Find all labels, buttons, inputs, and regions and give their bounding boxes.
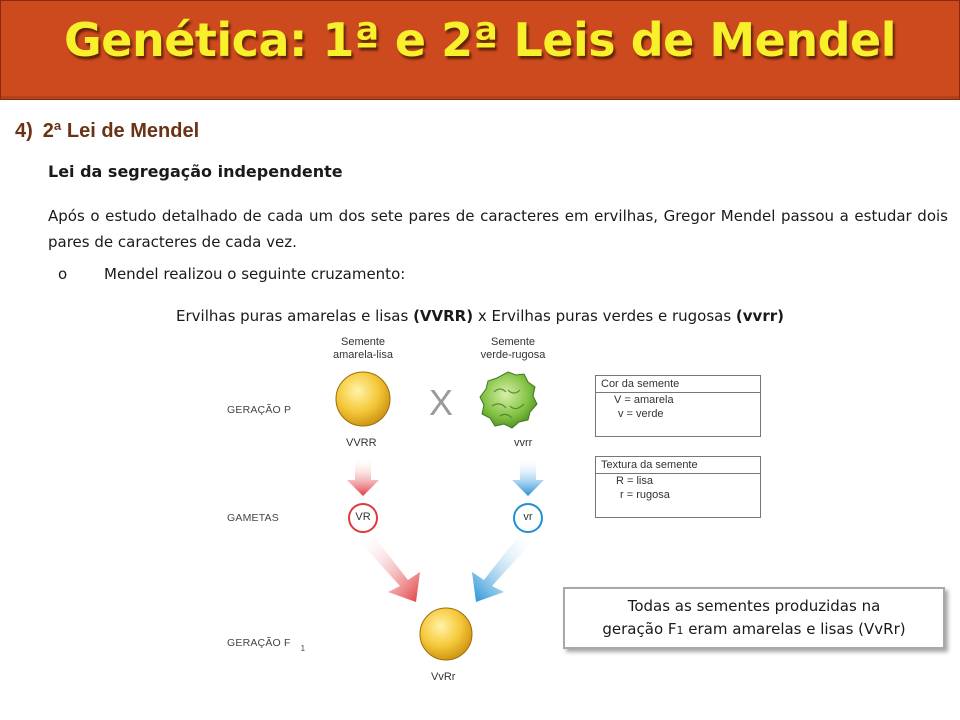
caption-yellow-line1: Semente (340, 336, 386, 348)
label-generation-f1 (227, 637, 306, 653)
title-banner (0, 0, 960, 100)
label-generation-f-sub: 1 (300, 644, 306, 653)
callout-line2-pre: geração F (602, 620, 677, 638)
red-diagonal-arrow-icon (360, 534, 420, 602)
gamete-label-dominant: VR (355, 511, 371, 523)
gamete-label-recessive: vr (523, 511, 533, 523)
callout-line2-post: eram amarelas e lisas (VvRr) (683, 620, 906, 638)
legend-color-header: Cor da semente (596, 376, 760, 393)
red-arrow-down-icon (347, 457, 379, 496)
legend-color-row1: V = amarela (614, 394, 674, 406)
subtitle: Lei da segregação independente (48, 162, 343, 181)
section-number: 4) (15, 120, 33, 142)
legend-texture-row2: r = rugosa (620, 489, 670, 501)
blue-diagonal-arrow-icon (472, 534, 532, 602)
legend-seed-color (595, 375, 761, 437)
cross-genotype-1: (VVRR) (413, 307, 474, 325)
callout-line2-sub: 1 (676, 624, 684, 637)
f1-result-callout (563, 587, 945, 649)
label-generation-p: GERAÇÃO P (227, 404, 292, 416)
cross-text-2: x Ervilhas puras verdes e rugosas (473, 307, 736, 325)
label-generation-f: GERAÇÃO F (227, 637, 291, 649)
intro-paragraph: Após o estudo detalhado de cada um dos sete pares de caracteres em ervilhas, Gregor Mendel passou a estudar dois pares de caracteres de cada vez. (48, 207, 948, 251)
callout-line1: Todas as sementes produzidas na (627, 597, 881, 615)
green-wrinkled-seed (480, 372, 537, 428)
section-heading (15, 120, 199, 143)
caption-yellow-line2: amarela-lisa (333, 349, 393, 361)
bullet-marker: o (58, 265, 68, 283)
bullet-text: Mendel realizou o seguinte cruzamento: (104, 265, 406, 283)
blue-arrow-down-icon (512, 457, 544, 496)
genotype-vvrr-recessive: vvrr (514, 437, 533, 449)
caption-green-wrinkled (468, 336, 558, 362)
slide-title: Genética: 1ª e 2ª Leis de Mendel (64, 13, 896, 67)
section-label: 2ª Lei de Mendel (42, 120, 200, 142)
label-gametes: GAMETAS (227, 512, 279, 524)
genotype-f1: VvRr (431, 671, 456, 683)
caption-green-line2: verde-rugosa (480, 349, 546, 361)
callout-line2 (565, 618, 943, 642)
legend-texture-row1: R = lisa (616, 475, 653, 487)
legend-texture-header: Textura da semente (596, 457, 760, 474)
legend-seed-texture (595, 456, 761, 518)
cross-genotype-2: (vvrr) (735, 307, 784, 325)
legend-color-row2: v = verde (618, 408, 664, 420)
yellow-smooth-seed (336, 372, 390, 426)
f1-yellow-smooth-seed (420, 608, 472, 660)
caption-green-line1: Semente (490, 336, 536, 348)
genotype-vvrr-parent: VVRR (346, 437, 377, 449)
caption-yellow-smooth (323, 336, 403, 362)
cross-text-1: Ervilhas puras amarelas e lisas (176, 307, 414, 325)
cross-symbol: X (429, 382, 454, 423)
cross-description (0, 307, 960, 325)
